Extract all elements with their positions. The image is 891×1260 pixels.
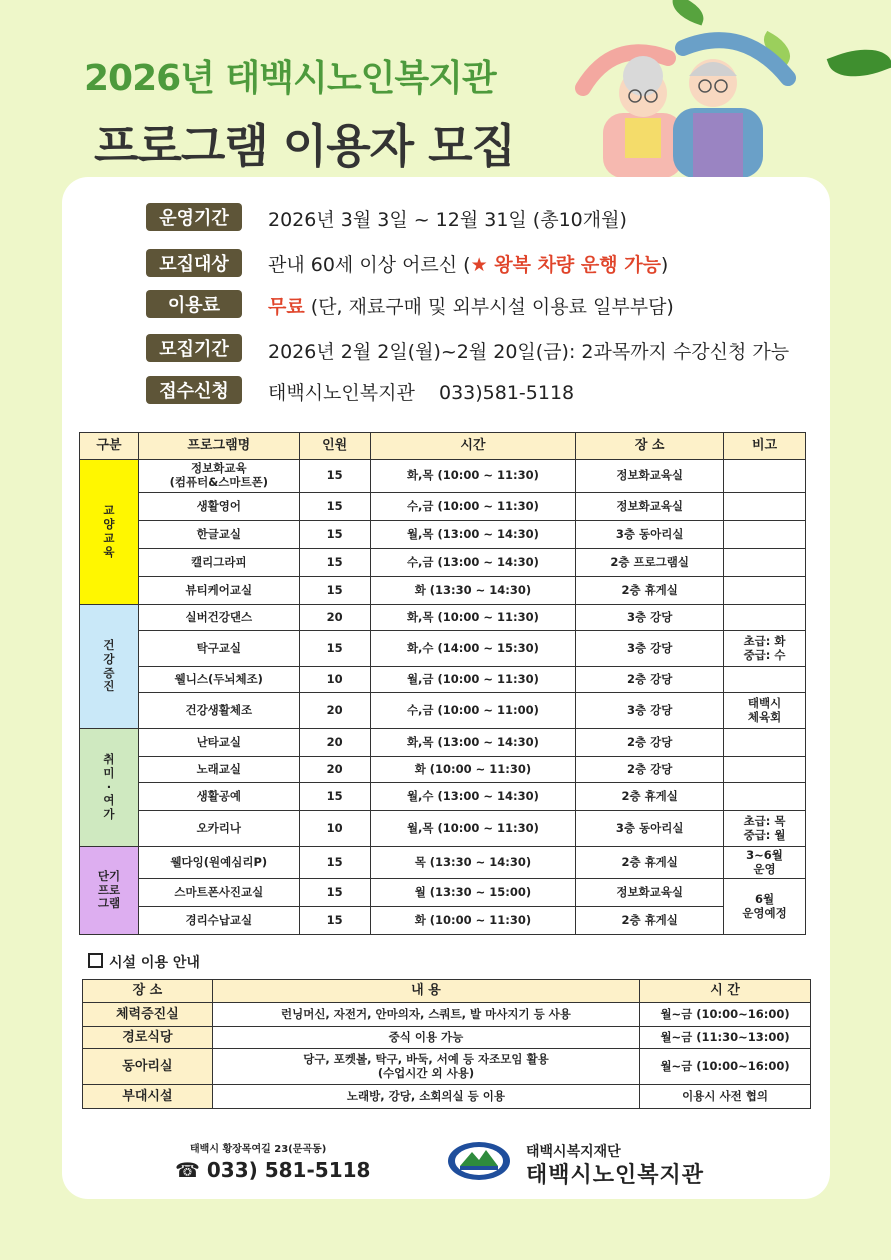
cell-count: 15 bbox=[299, 521, 370, 549]
info-text-part: 관내 60세 이상 어르신 ( bbox=[268, 254, 471, 276]
cell-name: 실버건강댄스 bbox=[138, 605, 299, 631]
cell-time: 월~금 (10:00~16:00) bbox=[640, 1003, 811, 1027]
cell-time: 화,목 (10:00 ~ 11:30) bbox=[370, 460, 576, 493]
cell-time: 월~금 (10:00~16:00) bbox=[640, 1049, 811, 1085]
info-text-part: ) bbox=[660, 254, 669, 276]
table-row bbox=[83, 1027, 811, 1049]
header-title-line1: 2026년 태백시노인복지관 bbox=[84, 58, 496, 99]
cell-name: 노래교실 bbox=[138, 757, 299, 783]
table-row bbox=[80, 521, 806, 549]
cell-time: 수,금 (13:00 ~ 14:30) bbox=[370, 549, 576, 577]
cell-place: 부대시설 bbox=[83, 1085, 213, 1109]
cell-time: 화,목 (13:00 ~ 14:30) bbox=[370, 729, 576, 757]
cell-name: 탁구교실 bbox=[138, 631, 299, 667]
cell-time: 수,금 (10:00 ~ 11:00) bbox=[370, 693, 576, 729]
info-row-recruit bbox=[146, 333, 242, 363]
table-row bbox=[80, 577, 806, 605]
cell-count: 20 bbox=[299, 757, 370, 783]
info-label: 모집기간 bbox=[146, 334, 242, 362]
cell-count: 15 bbox=[299, 879, 370, 907]
cell-place: 3층 동아리실 bbox=[576, 811, 724, 847]
table-row bbox=[80, 493, 806, 521]
elderly-couple-illustration bbox=[573, 28, 803, 178]
cell-count: 15 bbox=[299, 577, 370, 605]
info-label: 모집대상 bbox=[146, 249, 242, 277]
table-header: 내 용 bbox=[212, 980, 639, 1003]
info-label: 운영기간 bbox=[146, 203, 242, 231]
cell-time: 월,금 (10:00 ~ 11:30) bbox=[370, 667, 576, 693]
info-row-apply bbox=[146, 375, 242, 405]
cell-name: 생활공예 bbox=[138, 783, 299, 811]
table-row bbox=[80, 907, 806, 935]
table-header: 인원 bbox=[299, 433, 370, 460]
program-table bbox=[79, 432, 806, 935]
cell-note bbox=[724, 757, 806, 783]
facility-table bbox=[82, 979, 811, 1109]
info-row-fee bbox=[146, 289, 242, 319]
cell-time: 화 (10:00 ~ 11:30) bbox=[370, 757, 576, 783]
table-row bbox=[80, 460, 806, 493]
leaf-decoration bbox=[668, 0, 709, 26]
cell-time: 목 (13:30 ~ 14:30) bbox=[370, 847, 576, 879]
info-label: 접수신청 bbox=[146, 376, 242, 404]
cell-note: 태백시 체육회 bbox=[724, 693, 806, 729]
cell-note bbox=[724, 605, 806, 631]
cell-count: 20 bbox=[299, 693, 370, 729]
cell-name: 웰다잉(원예심리P) bbox=[138, 847, 299, 879]
cell-place: 동아리실 bbox=[83, 1049, 213, 1085]
info-text-part: (단, 재료구매 및 외부시설 이용료 일부부담) bbox=[304, 296, 674, 318]
cell-note: 3~6월 운영 bbox=[724, 847, 806, 879]
table-header: 장 소 bbox=[576, 433, 724, 460]
info-text bbox=[268, 250, 668, 277]
cell-place: 3층 동아리실 bbox=[576, 521, 724, 549]
cell-note bbox=[724, 783, 806, 811]
cell-note bbox=[724, 460, 806, 493]
info-text bbox=[268, 292, 674, 319]
table-row bbox=[80, 729, 806, 757]
cell-time: 화,목 (10:00 ~ 11:30) bbox=[370, 605, 576, 631]
info-text: 2026년 2월 2일(월)~2월 20일(금): 2과목까지 수강신청 가능 bbox=[268, 341, 790, 363]
table-row bbox=[83, 1003, 811, 1027]
footer-address: 태백시 황장목여길 23(문곡동) bbox=[190, 1144, 327, 1155]
category-cell: 단기 프로 그램 bbox=[80, 847, 139, 935]
table-header: 시간 bbox=[370, 433, 576, 460]
info-text-highlight: ★ 왕복 차량 운행 가능 bbox=[470, 254, 661, 276]
cell-name: 스마트폰사진교실 bbox=[138, 879, 299, 907]
cell-place: 정보화교육실 bbox=[576, 879, 724, 907]
table-row bbox=[80, 757, 806, 783]
cell-name: 건강생활체조 bbox=[138, 693, 299, 729]
leaf-decoration bbox=[827, 39, 891, 88]
table-row bbox=[80, 879, 806, 907]
table-row bbox=[80, 847, 806, 879]
cell-place: 2층 강당 bbox=[576, 667, 724, 693]
header-title-line2: 프로그램 이용자 모집 bbox=[94, 119, 515, 173]
cell-count: 15 bbox=[299, 549, 370, 577]
cell-note bbox=[724, 521, 806, 549]
org-name-big: 태백시노인복지관 bbox=[526, 1163, 705, 1188]
cell-name: 뷰티케어교실 bbox=[138, 577, 299, 605]
cell-place: 2층 강당 bbox=[576, 757, 724, 783]
cell-name: 웰니스(두뇌체조) bbox=[138, 667, 299, 693]
table-row bbox=[83, 1085, 811, 1109]
cell-place: 정보화교육실 bbox=[576, 493, 724, 521]
cell-name: 난타교실 bbox=[138, 729, 299, 757]
cell-note bbox=[724, 549, 806, 577]
table-row bbox=[80, 605, 806, 631]
cell-count: 10 bbox=[299, 811, 370, 847]
cell-time: 화 (13:30 ~ 14:30) bbox=[370, 577, 576, 605]
cell-count: 15 bbox=[299, 847, 370, 879]
cell-time: 이용시 사전 협의 bbox=[640, 1085, 811, 1109]
cell-content: 당구, 포켓볼, 탁구, 바둑, 서예 등 자조모임 활용 (수업시간 외 사용) bbox=[212, 1049, 639, 1085]
facility-title bbox=[88, 952, 200, 972]
cell-note: 초급: 목 중급: 월 bbox=[724, 811, 806, 847]
table-row bbox=[83, 1049, 811, 1085]
cell-time: 월,수 (13:00 ~ 14:30) bbox=[370, 783, 576, 811]
cell-place: 체력증진실 bbox=[83, 1003, 213, 1027]
foundation-logo-icon bbox=[446, 1140, 512, 1182]
cell-time: 월,목 (13:00 ~ 14:30) bbox=[370, 521, 576, 549]
table-row bbox=[80, 783, 806, 811]
table-header: 구분 bbox=[80, 433, 139, 460]
cell-place: 2층 휴게실 bbox=[576, 577, 724, 605]
table-header: 프로그램명 bbox=[138, 433, 299, 460]
cell-place: 3층 강당 bbox=[576, 631, 724, 667]
facility-title-text: 시설 이용 안내 bbox=[109, 955, 200, 971]
cell-place: 2층 휴게실 bbox=[576, 907, 724, 935]
cell-place: 2층 휴게실 bbox=[576, 847, 724, 879]
table-header: 시 간 bbox=[640, 980, 811, 1003]
cell-note bbox=[724, 493, 806, 521]
table-row bbox=[80, 811, 806, 847]
cell-name: 오카리나 bbox=[138, 811, 299, 847]
cell-place: 2층 휴게실 bbox=[576, 783, 724, 811]
cell-time: 화,수 (14:00 ~ 15:30) bbox=[370, 631, 576, 667]
table-header: 비고 bbox=[724, 433, 806, 460]
org-name-small: 태백시복지재단 bbox=[526, 1144, 621, 1160]
cell-count: 20 bbox=[299, 729, 370, 757]
cell-count: 15 bbox=[299, 493, 370, 521]
cell-count: 15 bbox=[299, 460, 370, 493]
cell-name: 캘리그라피 bbox=[138, 549, 299, 577]
cell-time: 수,금 (10:00 ~ 11:30) bbox=[370, 493, 576, 521]
footer-phone: ☎ 033) 581-5118 bbox=[175, 1158, 371, 1182]
cell-time: 월,목 (10:00 ~ 11:30) bbox=[370, 811, 576, 847]
cell-name: 정보화교육 (컴퓨터&스마트폰) bbox=[138, 460, 299, 493]
category-cell: 교 양 교 육 bbox=[80, 460, 139, 605]
cell-note bbox=[724, 577, 806, 605]
square-icon bbox=[88, 953, 103, 968]
cell-place: 경로식당 bbox=[83, 1027, 213, 1049]
cell-content: 런닝머신, 자전거, 안마의자, 스쿼트, 발 마사지기 등 사용 bbox=[212, 1003, 639, 1027]
cell-name: 경리수납교실 bbox=[138, 907, 299, 935]
info-text-highlight: 무료 bbox=[268, 296, 305, 318]
table-row bbox=[80, 693, 806, 729]
info-text: 2026년 3월 3일 ~ 12월 31일 (총10개월) bbox=[268, 209, 627, 231]
info-row-target bbox=[146, 248, 242, 278]
table-row bbox=[80, 667, 806, 693]
category-cell: 취 미 · 여 가 bbox=[80, 729, 139, 847]
cell-count: 15 bbox=[299, 907, 370, 935]
cell-content: 노래방, 강당, 소회의실 등 이용 bbox=[212, 1085, 639, 1109]
cell-place: 2층 강당 bbox=[576, 729, 724, 757]
cell-name: 생활영어 bbox=[138, 493, 299, 521]
cell-time: 월 (13:30 ~ 15:00) bbox=[370, 879, 576, 907]
table-row bbox=[80, 549, 806, 577]
cell-place: 3층 강당 bbox=[576, 693, 724, 729]
cell-note: 6월 운영예정 bbox=[724, 879, 806, 935]
cell-note bbox=[724, 667, 806, 693]
cell-place: 3층 강당 bbox=[576, 605, 724, 631]
info-row-period bbox=[146, 202, 242, 232]
cell-time: 월~금 (11:30~13:00) bbox=[640, 1027, 811, 1049]
cell-place: 정보화교육실 bbox=[576, 460, 724, 493]
info-text: 태백시노인복지관 033)581-5118 bbox=[268, 382, 575, 404]
table-header-row bbox=[80, 433, 806, 460]
cell-content: 중식 이용 가능 bbox=[212, 1027, 639, 1049]
table-header: 장 소 bbox=[83, 980, 213, 1003]
cell-count: 15 bbox=[299, 783, 370, 811]
cell-count: 15 bbox=[299, 631, 370, 667]
cell-note: 초급: 화 중급: 수 bbox=[724, 631, 806, 667]
table-header-row bbox=[83, 980, 811, 1003]
category-cell: 건 강 증 진 bbox=[80, 605, 139, 729]
table-row bbox=[80, 631, 806, 667]
cell-note bbox=[724, 729, 806, 757]
cell-name: 한글교실 bbox=[138, 521, 299, 549]
cell-count: 20 bbox=[299, 605, 370, 631]
cell-place: 2층 프로그램실 bbox=[576, 549, 724, 577]
cell-count: 10 bbox=[299, 667, 370, 693]
info-label: 이용료 bbox=[146, 290, 242, 318]
cell-time: 화 (10:00 ~ 11:30) bbox=[370, 907, 576, 935]
